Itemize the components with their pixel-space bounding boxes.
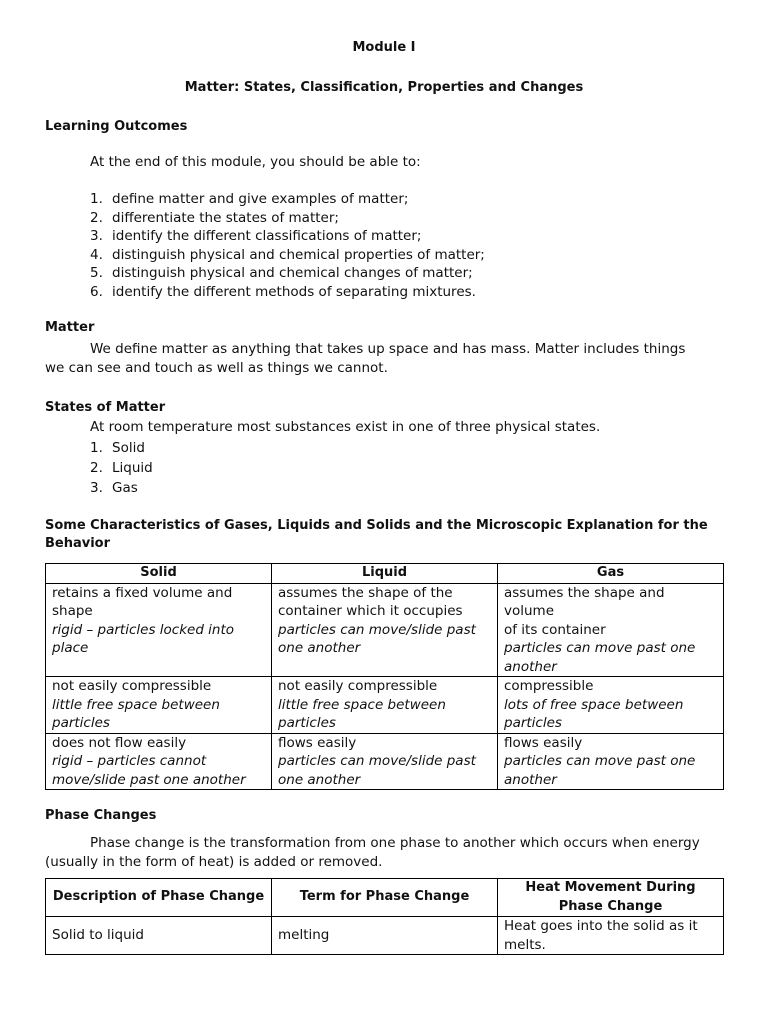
column-header-term: Term for Phase Change [272, 879, 498, 917]
list-item: 2. differentiate the states of matter; [90, 209, 339, 226]
states-intro: At room temperature most substances exist in one of three physical states. [90, 419, 601, 435]
characteristics-heading: Some Characteristics of Gases, Liquids and Solids and the Microscopic Explanation for the Behavior [45, 518, 708, 551]
table-cell: assumes the shape of the container which it occupies particles can move/slide past one another [272, 583, 498, 677]
list-item: 1. define matter and give examples of matter; [90, 191, 409, 207]
list-item: 3. Gas [90, 480, 138, 496]
table-header-row [46, 879, 724, 917]
states-heading: States of Matter [45, 400, 166, 415]
phase-changes-line2: (usually in the form of heat) is added or removed. [45, 854, 383, 870]
module-title: Module I [352, 40, 416, 55]
table-row [46, 917, 724, 955]
table-cell: does not flow easily rigid – particles cannot move/slide past one another [46, 733, 272, 790]
matter-definition-line2: we can see and touch as well as things we cannot. [45, 360, 388, 376]
list-item: 2. Liquid [90, 460, 153, 476]
table-cell: assumes the shape and volume of its container particles can move past one another [498, 583, 724, 677]
column-header-description: Description of Phase Change [46, 879, 272, 917]
learning-outcomes-heading: Learning Outcomes [45, 119, 188, 134]
table-row [46, 733, 724, 790]
phase-changes-line1: Phase change is the transformation from one phase to another which occurs when energy [90, 835, 700, 851]
table-cell: not easily compressible little free space between particles [272, 677, 498, 734]
list-item: 6. identify the different methods of separating mixtures. [90, 283, 476, 300]
list-item: 5. distinguish physical and chemical changes of matter; [90, 265, 473, 281]
module-subtitle: Matter: States, Classification, Properties and Changes [184, 80, 584, 95]
phase-changes-heading: Phase Changes [45, 808, 157, 823]
matter-heading: Matter [45, 320, 95, 335]
table-cell: flows easily particles can move past one another [498, 733, 724, 790]
table-row [46, 583, 724, 677]
table-cell: melting [272, 917, 498, 955]
table-cell: compressible lots of free space between particles [498, 677, 724, 734]
column-header-solid: Solid [46, 564, 272, 584]
table-cell: flows easily particles can move/slide past one another [272, 733, 498, 790]
table-cell: not easily compressible little free space between particles [46, 677, 272, 734]
table-cell: retains a fixed volume and shape rigid – particles locked into place [46, 583, 272, 677]
list-item: 1. Solid [90, 440, 145, 456]
list-item: 3. identify the different classifications of matter; [90, 228, 422, 244]
phase-change-table [45, 878, 724, 955]
matter-definition-line1: We define matter as anything that takes up space and has mass. Matter includes things [90, 341, 686, 357]
table-cell: Solid to liquid [46, 917, 272, 955]
learning-outcomes-intro: At the end of this module, you should be able to: [90, 154, 421, 170]
column-header-liquid: Liquid [272, 564, 498, 584]
column-header-gas: Gas [498, 564, 724, 584]
states-list [90, 438, 153, 498]
characteristics-table [45, 563, 724, 790]
column-header-heat-movement: Heat Movement During Phase Change [498, 879, 724, 917]
table-cell: Heat goes into the solid as it melts. [498, 917, 724, 955]
table-header-row [46, 564, 724, 584]
list-item: 4. distinguish physical and chemical properties of matter; [90, 246, 485, 263]
table-row [46, 677, 724, 734]
learning-outcomes-list [90, 190, 485, 301]
